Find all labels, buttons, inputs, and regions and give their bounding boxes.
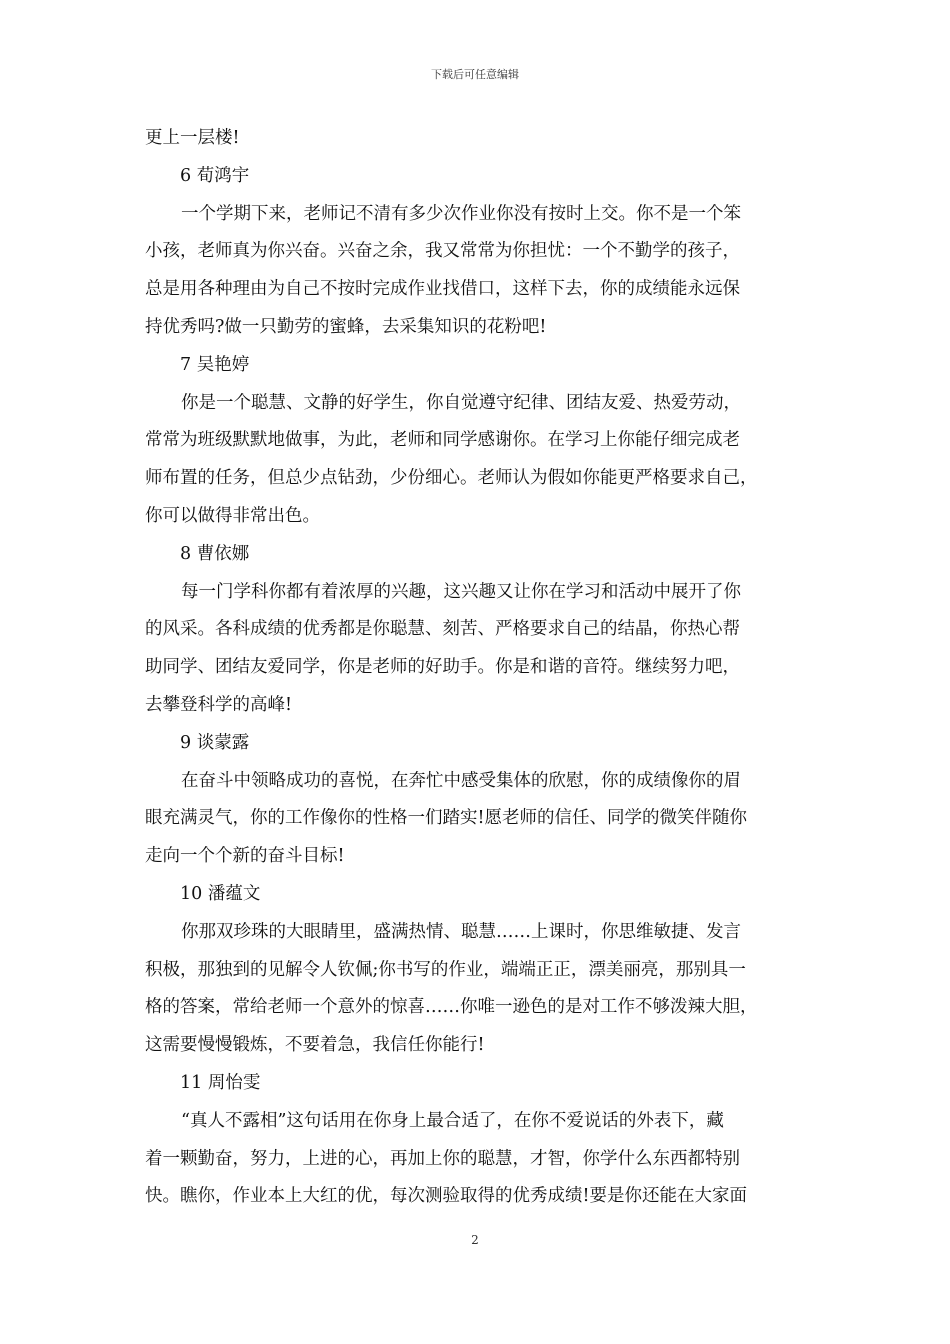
- student-name-heading: 11 周怡雯: [180, 1072, 261, 1093]
- comment-text-line: 你那双珍珠的大眼睛里，盛满热情、聪慧……上课时，你思维敏捷、发言: [181, 921, 741, 942]
- comment-text-line: 你可以做得非常出色。: [145, 505, 320, 526]
- comment-text-line: 格的答案，常给老师一个意外的惊喜……你唯一逊色的是对工作不够泼辣大胆，: [145, 997, 758, 1018]
- comment-text-line: 师布置的任务，但总少点钻劲，少份细心。老师认为假如你能更严格要求自己，: [145, 468, 758, 489]
- comment-text-line: 一个学期下来，老师记不清有多少次作业你没有按时上交。你不是一个笨: [181, 203, 741, 224]
- comment-text-line: 每一门学科你都有着浓厚的兴趣，这兴趣又让你在学习和活动中展开了你: [181, 581, 741, 602]
- page-header: 下载后可任意编辑: [431, 68, 519, 81]
- comment-text-line: 的风采。各科成绩的优秀都是你聪慧、刻苦、严格要求自己的结晶，你热心帮: [145, 619, 740, 640]
- comment-text-line: 你是一个聪慧、文静的好学生，你自觉遵守纪律、团结友爱、热爱劳动，: [181, 392, 741, 413]
- student-name-heading: 7 吴艳婷: [180, 354, 250, 375]
- comment-text-line: 总是用各种理由为自己不按时完成作业找借口，这样下去，你的成绩能永远保: [145, 279, 740, 300]
- student-name-heading: 9 谈蒙露: [180, 732, 250, 753]
- comment-text-line: 常常为班级默默地做事，为此，老师和同学感谢你。在学习上你能仔细完成老: [145, 430, 740, 451]
- comment-text-line: 去攀登科学的高峰!: [145, 694, 293, 715]
- comment-text-line: 持优秀吗?做一只勤劳的蜜蜂，去采集知识的花粉吧!: [145, 316, 547, 337]
- page-number: 2: [471, 1233, 479, 1247]
- comment-text-line: 助同学、团结友爱同学，你是老师的好助手。你是和谐的音符。继续努力吧，: [145, 657, 740, 678]
- comment-text-line: 走向一个个新的奋斗目标!: [145, 846, 345, 867]
- comment-text-line: 眼充满灵气，你的工作像你的性格一们踏实!愿老师的信任、同学的微笑伴随你: [145, 808, 748, 829]
- student-name-heading: 10 潘蕴文: [180, 883, 261, 904]
- comment-text-line: 小孩，老师真为你兴奋。兴奋之余，我又常常为你担忧：一个不勤学的孩子，: [145, 241, 740, 262]
- comment-text-line: 这需要慢慢锻炼，不要着急，我信任你能行!: [145, 1035, 485, 1056]
- comment-text-line: “真人不露相”这句话用在你身上最合适了，在你不爱说话的外表下，藏: [181, 1110, 724, 1131]
- comment-text-line: 快。瞧你，作业本上大红的优，每次测验取得的优秀成绩!要是你还能在大家面: [145, 1186, 748, 1207]
- comment-text-line: 积极，那独到的见解令人钦佩;你书写的作业，端端正正，漂美丽亮，那别具一: [145, 959, 746, 980]
- comment-text-line: 更上一层楼!: [145, 128, 240, 148]
- comment-text-line: 着一颗勤奋，努力，上进的心，再加上你的聪慧，才智，你学什么东西都特别: [145, 1148, 740, 1169]
- document-body: [145, 120, 807, 1216]
- student-name-heading: 6 荀鸿宇: [180, 165, 250, 186]
- comment-text-line: 在奋斗中领略成功的喜悦，在奔忙中感受集体的欣慰，你的成绩像你的眉: [181, 770, 741, 791]
- student-name-heading: 8 曹依娜: [180, 543, 250, 564]
